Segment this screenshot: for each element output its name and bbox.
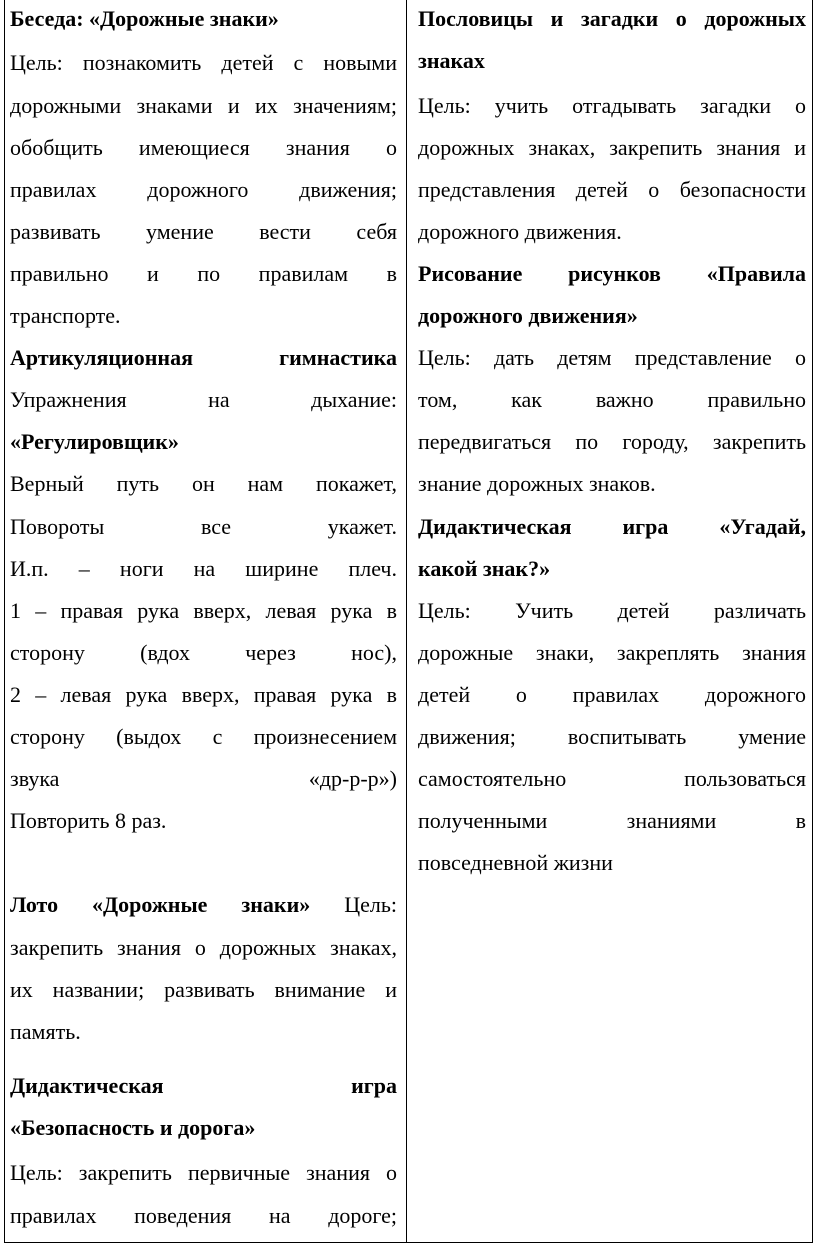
artic-body-6: 2 – левая рука вверх, правая рука в [10,682,397,707]
guess-title-1: Дидактическая игра «Угадай, [418,514,806,539]
didactic-line-1: Цель: закрепить первичные знания о [10,1160,397,1185]
artic-body-5: сторону (вдох через нос), [10,640,397,665]
guess-line-7: повседневной жизни [418,850,613,875]
beseda-line-3: обобщить имеющиеся знания о [10,135,397,160]
beseda-line-5: развивать умение вести себя [10,219,397,244]
artic-body-2: Повороты все укажет. [10,514,397,539]
artic-subtitle: «Регулировщик» [10,429,179,454]
artic-body-3: И.п. – ноги на ширине плеч. [10,556,397,581]
guess-line-5: самостоятельно пользоваться [418,766,806,791]
proverbs-title-1: Пословицы и загадки о дорожных [418,6,806,31]
guess-line-4: движения; воспитывать умение [418,724,806,749]
artic-line-1: Упражнения на дыхание: [10,387,397,412]
loto-title: Лото «Дорожные знаки» [10,892,311,917]
artic-body-1: Верный путь он нам покажет, [10,471,397,496]
artic-body-4: 1 – правая рука вверх, левая рука в [10,598,397,623]
guess-line-6: полученными знаниями в [418,808,806,833]
artic-body-7: сторону (выдох с произнесением [10,724,397,749]
beseda-line-7: транспорте. [10,303,121,328]
guess-line-2: дорожные знаки, закреплять знания [418,640,806,665]
loto-line-2: их названии; развивать внимание и [10,977,397,1002]
loto-line-1: закрепить знания о дорожных знаках, [10,935,397,960]
proverbs-line-1: Цель: учить отгадывать загадки о [418,93,806,118]
proverbs-line-3: представления детей о безопасности [418,177,806,202]
didactic-title-1: Дидактическая игра [10,1073,397,1098]
artic-body-9: Повторить 8 раз. [10,808,167,833]
artic-body-8: звука «др-р-р») [10,766,397,791]
drawing-line-1: Цель: дать детям представление о [418,345,806,370]
drawing-title-2: дорожного движения» [418,303,638,328]
didactic-line-2: правилах поведения на дороге; [10,1203,397,1228]
drawing-line-3: передвигаться по городу, закрепить [418,429,806,454]
proverbs-line-4: дорожного движения. [418,219,622,244]
beseda-line-2: дорожными знаками и их значениям; [10,93,397,118]
loto-first-line [10,885,397,925]
beseda-line-1: Цель: познакомить детей с новыми [10,50,397,75]
guess-line-1: Цель: Учить детей различать [418,598,806,623]
drawing-line-4: знание дорожных знаков. [418,471,656,496]
beseda-line-6: правильно и по правилам в [10,261,397,286]
drawing-title-1: Рисование рисунков «Правила [418,261,806,286]
artic-title: Артикуляционная гимнастика [10,345,397,370]
didactic-title-2: «Безопасность и дорога» [10,1115,256,1140]
guess-title-2: какой знак?» [418,556,551,581]
loto-first-tail: Цель: [310,892,397,917]
loto-line-3: память. [10,1019,81,1044]
column-divider [406,0,407,1243]
proverbs-title-2: знаках [418,48,485,73]
guess-line-3: детей о правилах дорожного [418,682,806,707]
beseda-title: Беседа: «Дорожные знаки» [10,6,279,31]
beseda-line-4: правилах дорожного движения; [10,177,397,202]
drawing-line-2: том, как важно правильно [418,387,806,412]
proverbs-line-2: дорожных знаках, закрепить знания и [418,135,806,160]
